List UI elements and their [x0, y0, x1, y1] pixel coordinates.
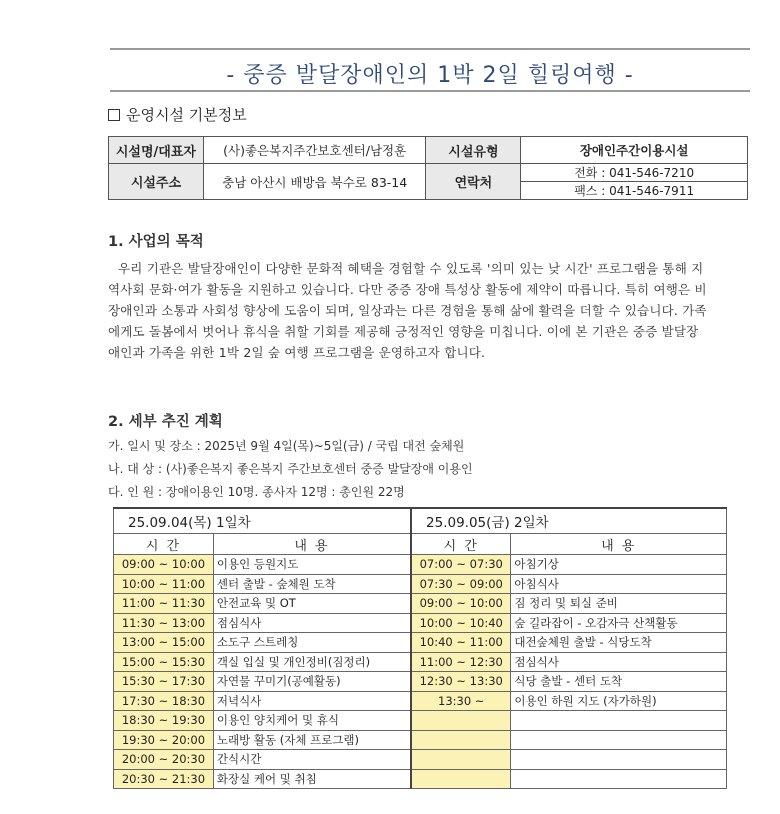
day2-content-cell: [511, 769, 727, 789]
detail-target: 나. 대 상 : (사)좋은복지 좋은복지 주간보호센터 중증 발달장애 이용인: [108, 462, 473, 476]
facility-info-heading: [108, 104, 247, 125]
details-heading: 2. 세부 추진 계획: [108, 414, 223, 430]
day1-content-cell: 간식시간: [213, 750, 411, 770]
day1-time-column-header: 시 간: [114, 534, 214, 555]
phone-number: 전화 : 041-546-7210: [521, 164, 748, 182]
day1-content-cell: 노래방 활동 (자체 프로그램): [213, 730, 411, 750]
facility-type-label: 시설유형: [426, 137, 521, 164]
day1-time-cell: 09:00 ~ 10:00: [114, 555, 214, 575]
facility-info-table: [108, 136, 748, 200]
day1-content-column-header: 내 용: [213, 534, 411, 555]
table-row: [114, 750, 727, 770]
day1-time-cell: 15:00 ~ 15:30: [114, 652, 214, 672]
day2-content-cell: [511, 730, 727, 750]
day2-content-cell: 식당 출발 - 센터 도착: [511, 672, 727, 692]
day1-content-cell: 저녁식사: [213, 691, 411, 711]
table-row: [114, 555, 727, 575]
day1-time-cell: 10:00 ~ 11:00: [114, 574, 214, 594]
table-row: [114, 594, 727, 614]
table-row: [114, 613, 727, 633]
day1-time-cell: 20:00 ~ 20:30: [114, 750, 214, 770]
day1-time-cell: 13:00 ~ 15:00: [114, 633, 214, 653]
title-top-rule: [110, 48, 750, 50]
day2-content-column-header: 내 용: [511, 534, 727, 555]
day1-time-cell: 11:30 ~ 13:00: [114, 613, 214, 633]
day2-content-cell: 이용인 하원 지도 (자가하원): [511, 691, 727, 711]
day2-content-cell: [511, 750, 727, 770]
day1-content-cell: 이용인 등원지도: [213, 555, 411, 575]
day1-content-cell: 화장실 케어 및 취침: [213, 769, 411, 789]
purpose-paragraph: 우리 기관은 발달장애인이 다양한 문화적 혜택을 경험할 수 있도록 '의미 있는 낮 시간' 프로그램을 통해 지역사회 문화·여가 활동을 지원하고 있습니다. 다만 중증 장애 특성상 활동에 제약이 따릅니다. 특히 여행은 비장애인과 소통과 사회성 향상에 도움이 되며, 일상과는 다른 경험을 통해 삶에 활력을 더할 수 있습니다. 가족에게도 돌봄에서 벗어나 휴식을 취할 기회를 제공해 긍정적인 영향을 미칩니다. 이에 본 기관은 중증 발달장애인과 가족을 위한 1박 2일 숲 여행 프로그램을 운영하고자 합니다.: [108, 261, 707, 360]
day1-time-cell: 19:30 ~ 20:00: [114, 730, 214, 750]
facility-info-heading-text: 운영시설 기본정보: [126, 106, 247, 124]
fax-number: 팩스 : 041-546-7911: [521, 182, 748, 200]
day2-content-cell: 점심식사: [511, 652, 727, 672]
facility-name-label: 시설명/대표자: [109, 137, 204, 164]
day2-time-cell: 11:00 ~ 12:30: [411, 652, 511, 672]
day2-content-cell: 짐 정리 및 퇴실 준비: [511, 594, 727, 614]
facility-type-value: 장애인주간이용시설: [521, 137, 748, 164]
table-row: [114, 574, 727, 594]
day2-time-cell: 12:30 ~ 13:30: [411, 672, 511, 692]
day1-time-cell: 15:30 ~ 17:30: [114, 672, 214, 692]
day1-content-cell: 점심식사: [213, 613, 411, 633]
table-row: [114, 691, 727, 711]
day2-time-cell: [411, 711, 511, 731]
day1-time-cell: 17:30 ~ 18:30: [114, 691, 214, 711]
schedule-rows: [114, 555, 727, 789]
day2-time-cell: 13:30 ~: [411, 691, 511, 711]
day2-time-cell: [411, 769, 511, 789]
day1-content-cell: 센터 출발 - 숲체원 도착: [213, 574, 411, 594]
day2-content-cell: 숲 길라잡이 - 오감자극 산책활동: [511, 613, 727, 633]
day2-header: 25.09.05(금) 2일차: [411, 508, 726, 534]
purpose-heading: 1. 사업의 목적: [108, 234, 204, 250]
day2-time-cell: [411, 750, 511, 770]
day2-time-cell: 07:30 ~ 09:00: [411, 574, 511, 594]
day2-time-cell: 09:00 ~ 10:00: [411, 594, 511, 614]
day2-content-cell: 아침식사: [511, 574, 727, 594]
detail-date-place: 가. 일시 및 장소 : 2025년 9월 4일(목)~5일(금) / 국립 대전 숲체원: [108, 439, 465, 453]
day1-content-cell: 객실 입실 및 개인정비(짐정리): [213, 652, 411, 672]
document-title: - 중증 발달장애인의 1박 2일 힐링여행 -: [226, 63, 634, 88]
day1-content-cell: 안전교육 및 OT: [213, 594, 411, 614]
checkbox-square-icon: [108, 109, 120, 121]
facility-address-value: 충남 아산시 배방읍 북수로 83-14: [203, 164, 426, 200]
table-row: [114, 730, 727, 750]
day1-header: 25.09.04(목) 1일차: [114, 508, 412, 534]
day2-content-cell: [511, 711, 727, 731]
day2-time-cell: [411, 730, 511, 750]
table-row: [114, 633, 727, 653]
table-row: [114, 769, 727, 789]
day2-content-cell: 대전숲체원 출발 - 식당도착: [511, 633, 727, 653]
day2-time-column-header: 시 간: [411, 534, 511, 555]
title-bottom-rule: [110, 90, 750, 92]
table-row: [114, 711, 727, 731]
schedule-table: [113, 507, 727, 789]
day2-time-cell: 07:00 ~ 07:30: [411, 555, 511, 575]
day1-time-cell: 20:30 ~ 21:30: [114, 769, 214, 789]
day1-time-cell: 18:30 ~ 19:30: [114, 711, 214, 731]
day1-time-cell: 11:00 ~ 11:30: [114, 594, 214, 614]
table-row: [114, 672, 727, 692]
day2-time-cell: 10:00 ~ 10:40: [411, 613, 511, 633]
table-row: [114, 652, 727, 672]
day2-content-cell: 아침기상: [511, 555, 727, 575]
day1-content-cell: 자연물 꾸미기(공예활동): [213, 672, 411, 692]
day2-time-cell: 10:40 ~ 11:00: [411, 633, 511, 653]
day1-content-cell: 이용인 양치케어 및 휴식: [213, 711, 411, 731]
facility-name-value: (사)좋은복지주간보호센터/남정훈: [203, 137, 426, 164]
facility-address-label: 시설주소: [109, 164, 204, 200]
detail-headcount: 다. 인 원 : 장애이용인 10명. 종사자 12명 : 총인원 22명: [108, 485, 405, 499]
contact-label: 연락처: [426, 164, 521, 200]
day1-content-cell: 소도구 스트레칭: [213, 633, 411, 653]
